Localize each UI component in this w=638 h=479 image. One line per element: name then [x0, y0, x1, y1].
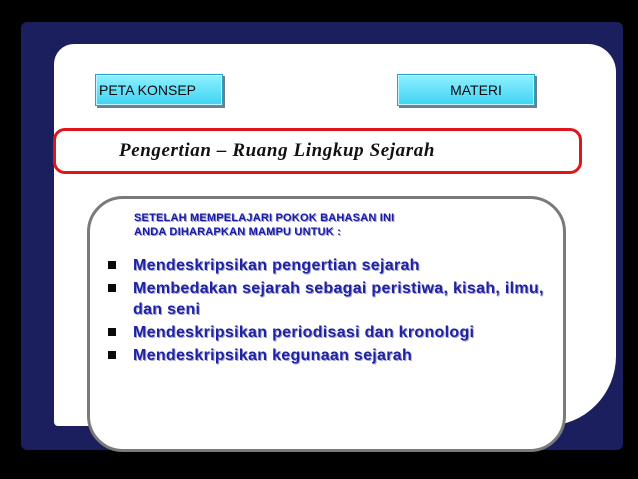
- square-bullet-icon: [108, 261, 116, 269]
- intro-line-1: SETELAH MEMPELAJARI POKOK BAHASAN INI: [134, 212, 395, 224]
- list-item: [108, 255, 548, 276]
- intro-text: [134, 211, 394, 239]
- objectives-list: [108, 255, 548, 368]
- materi-button[interactable]: MATERI: [397, 74, 535, 106]
- objective-text: Membedakan sejarah sebagai peristiwa, kisah, ilmu, dan seni: [133, 280, 544, 318]
- title-box: [53, 128, 582, 174]
- list-item: [108, 322, 548, 343]
- objective-text: Mendeskripsikan periodisasi dan kronologi: [133, 324, 475, 341]
- objective-text: Mendeskripsikan kegunaan sejarah: [133, 347, 413, 364]
- list-item: [108, 345, 548, 366]
- square-bullet-icon: [108, 284, 116, 292]
- peta-konsep-button[interactable]: PETA KONSEP: [95, 74, 223, 106]
- intro-line-2: ANDA DIHARAPKAN MAMPU UNTUK :: [134, 226, 342, 238]
- square-bullet-icon: [108, 328, 116, 336]
- slide-title: Pengertian – Ruang Lingkup Sejarah: [119, 140, 436, 161]
- objective-text: Mendeskripsikan pengertian sejarah: [133, 257, 420, 274]
- list-item: [108, 278, 548, 320]
- square-bullet-icon: [108, 351, 116, 359]
